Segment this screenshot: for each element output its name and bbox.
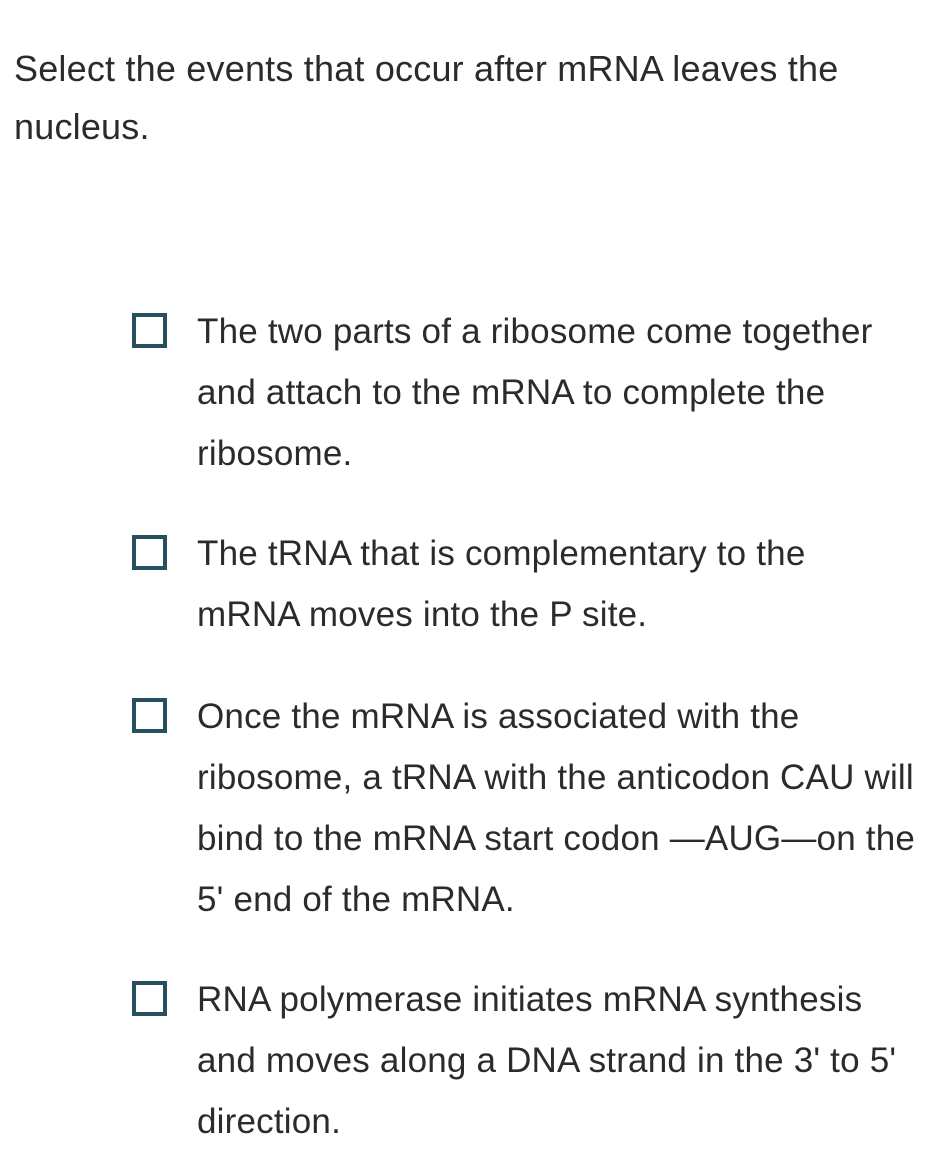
option-label-rna-polymerase: RNA polymerase initiates mRNA synthesis and moves along a DNA strand in the 3' to 5' direction.: [197, 980, 897, 1141]
checkbox-ribosome-assembly[interactable]: [132, 313, 167, 348]
option-label-start-codon-binding: Once the mRNA is associated with the ribosome, a tRNA with the anticodon CAU will bind to the mRNA start codon —AUG—on the 5' end of the mRNA.: [197, 697, 916, 919]
checkbox-trna-p-site[interactable]: [132, 535, 167, 570]
option-label-trna-p-site: The tRNA that is complementary to the mRNA moves into the P site.: [197, 534, 806, 634]
option-label-ribosome-assembly: The two parts of a ribosome come together and attach to the mRNA to complete the ribosome.: [197, 312, 873, 473]
checkbox-rna-polymerase[interactable]: [132, 981, 167, 1016]
checkbox-start-codon-binding[interactable]: [132, 698, 167, 733]
question-text: Select the events that occur after mRNA leaves the nucleus.: [14, 48, 839, 147]
